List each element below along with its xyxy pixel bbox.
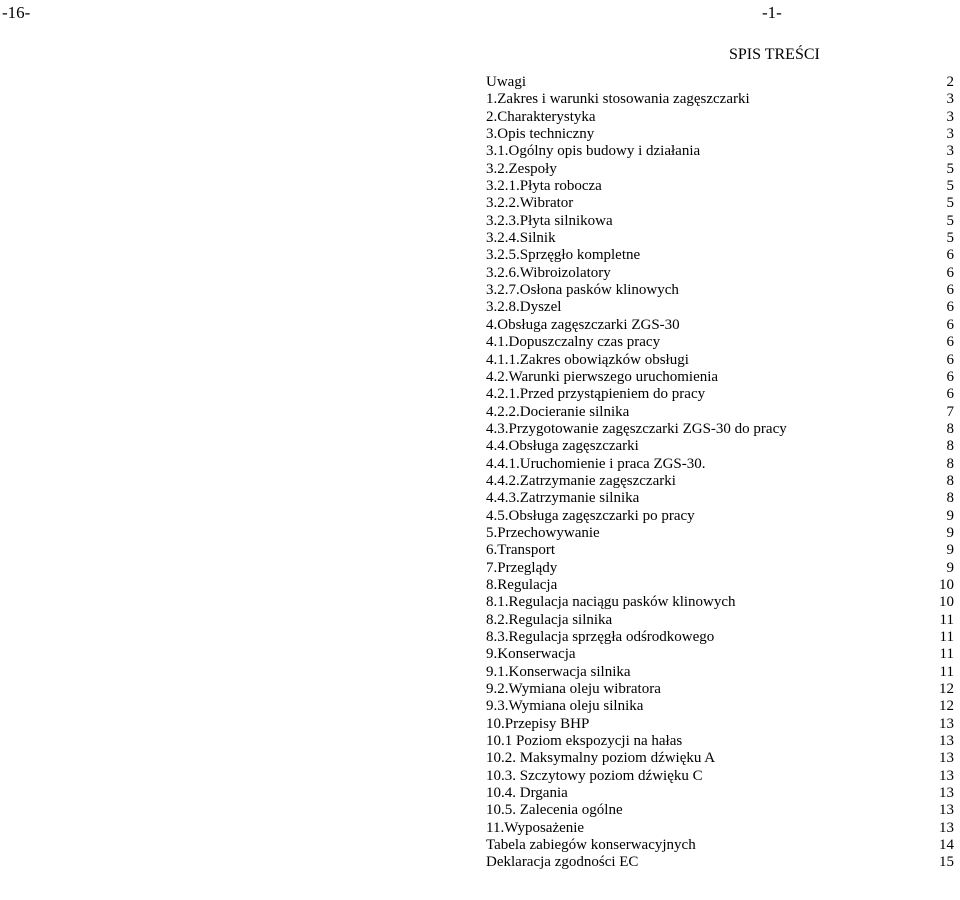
toc-entry-label: 8.3.Regulacja sprzęgła odśrodkowego xyxy=(486,629,715,645)
toc-entry-page-number: 6 xyxy=(946,316,954,333)
toc-entry-page-number: 3 xyxy=(946,108,954,125)
toc-entry-page-number: 12 xyxy=(939,681,954,698)
toc-entry xyxy=(486,733,954,750)
toc-entry-page-number: 8 xyxy=(946,455,954,472)
toc-entry-label: Tabela zabiegów konserwacyjnych xyxy=(486,837,696,854)
toc-entry xyxy=(486,299,954,316)
toc-entry xyxy=(486,802,954,819)
toc-entry-label: 3.2.1.Płyta robocza xyxy=(486,178,602,195)
toc-entry-page-number: 6 xyxy=(946,351,954,368)
toc-entry-page-number: 6 xyxy=(946,386,954,403)
toc-entry xyxy=(486,837,954,854)
toc-entry xyxy=(486,195,954,212)
toc-entry-page-number: 12 xyxy=(939,698,954,715)
toc-entry-label: 3.2.7.Osłona pasków klinowych xyxy=(486,282,679,299)
toc-entry-page-number: 11 xyxy=(939,646,954,663)
toc-entry xyxy=(486,768,954,785)
toc-entry xyxy=(486,456,954,473)
toc-entry xyxy=(486,282,954,299)
toc-entry-page-number: 13 xyxy=(939,750,954,767)
toc-entry-page-number: 6 xyxy=(946,282,954,299)
toc-entry-label: 4.4.3.Zatrzymanie silnika xyxy=(486,490,640,507)
toc-entry-page-number: 5 xyxy=(946,160,954,177)
toc-entry xyxy=(486,213,954,230)
right-page-number: -1- xyxy=(762,3,782,22)
toc-entry-label: 3.2.8.Dyszel xyxy=(486,299,562,316)
toc-entry-page-number: 13 xyxy=(939,733,954,750)
toc-entry-label: 10.1 Poziom ekspozycji na hałas xyxy=(486,733,683,750)
toc-entry-page-number: 13 xyxy=(939,802,954,819)
toc-entry-label: 3.Opis techniczny xyxy=(486,126,595,143)
toc-entry-page-number: 9 xyxy=(946,507,954,524)
toc-entry-page-number: 8 xyxy=(946,438,954,455)
toc-entry-label: 9.Konserwacja xyxy=(486,646,576,663)
toc-entry xyxy=(486,161,954,178)
toc-entry-label: 4.4.Obsługa zagęszczarki xyxy=(486,438,639,455)
toc-entry-page-number: 3 xyxy=(946,143,954,160)
toc-entry-label: 10.4. Drgania xyxy=(486,785,568,802)
toc-entry xyxy=(486,265,954,282)
toc-entry-page-number: 5 xyxy=(946,195,954,212)
toc-entry-page-number: 13 xyxy=(939,767,954,784)
toc-entry-label: 4.2.Warunki pierwszego uruchomienia xyxy=(486,368,719,385)
toc-entry xyxy=(486,542,954,559)
toc-entry-page-number: 10 xyxy=(939,576,954,593)
toc-entry-page-number: 3 xyxy=(946,126,954,143)
toc-entry xyxy=(486,126,954,143)
toc-entry-label: Uwagi xyxy=(486,74,526,90)
toc-entry-label: 4.2.2.Docieranie silnika xyxy=(486,403,630,420)
toc-entry-page-number: 10 xyxy=(939,594,954,611)
toc-entry xyxy=(486,525,954,542)
toc-entry-label: 4.5.Obsługa zagęszczarki po pracy xyxy=(486,507,695,524)
toc-entry-page-number: 8 xyxy=(946,420,954,437)
toc-entry xyxy=(486,352,954,369)
toc-entry-page-number: 6 xyxy=(946,334,954,351)
toc-entry-page-number: 6 xyxy=(946,264,954,281)
toc-entry-label: 6.Transport xyxy=(486,542,556,559)
toc-entry-page-number: 2 xyxy=(946,74,954,90)
toc-entry-label: 2.Charakterystyka xyxy=(486,108,596,125)
toc-entry xyxy=(486,664,954,681)
toc-entry xyxy=(486,560,954,577)
toc-entry xyxy=(486,785,954,802)
toc-entry xyxy=(486,508,954,525)
toc-entry xyxy=(486,178,954,195)
toc-entry-page-number: 3 xyxy=(946,91,954,108)
toc-entry-label: 4.4.1.Uruchomienie i praca ZGS-30. xyxy=(486,455,706,472)
toc-entry xyxy=(486,750,954,767)
toc-entry-page-number: 9 xyxy=(946,559,954,576)
toc-entry xyxy=(486,820,954,837)
toc-entry xyxy=(486,230,954,247)
toc-entry-label: 3.2.3.Płyta silnikowa xyxy=(486,212,613,229)
toc-entry xyxy=(486,317,954,334)
toc-entry-label: Deklaracja zgodności EC xyxy=(486,854,639,871)
toc-entry-label: 10.2. Maksymalny poziom dźwięku A xyxy=(486,750,716,767)
toc-entry-page-number: 8 xyxy=(946,472,954,489)
toc-entry xyxy=(486,473,954,490)
toc-entry xyxy=(486,421,954,438)
toc-entry-label: 4.3.Przygotowanie zagęszczarki ZGS-30 do pracy xyxy=(486,420,787,437)
toc-entry xyxy=(486,490,954,507)
toc-entry-label: 11.Wyposażenie xyxy=(486,819,585,836)
toc-entry-label: 10.3. Szczytowy poziom dźwięku C xyxy=(486,767,703,784)
toc-entry-label: 4.2.1.Przed przystąpieniem do pracy xyxy=(486,386,706,403)
toc-entry-page-number: 6 xyxy=(946,368,954,385)
toc-entry-label: 10.5. Zalecenia ogólne xyxy=(486,802,623,819)
toc-entry xyxy=(486,386,954,403)
toc-entry xyxy=(486,629,954,646)
toc-entry xyxy=(486,716,954,733)
toc-entry-page-number: 8 xyxy=(946,490,954,507)
toc-entry-page-number: 13 xyxy=(939,715,954,732)
toc-entry-label: 3.2.Zespoły xyxy=(486,160,557,177)
toc-entry-label: 4.Obsługa zagęszczarki ZGS-30 xyxy=(486,316,680,333)
toc-entry-label: 9.1.Konserwacja silnika xyxy=(486,663,631,680)
toc-entry-label: 3.1.Ogólny opis budowy i działania xyxy=(486,143,701,160)
toc-entry xyxy=(486,404,954,421)
toc-entry-label: 4.1.1.Zakres obowiązków obsługi xyxy=(486,351,689,368)
toc-entry-page-number: 6 xyxy=(946,247,954,264)
toc-entry-page-number: 15 xyxy=(939,854,954,871)
toc-entry-page-number: 11 xyxy=(939,611,954,628)
toc-title: SPIS TREŚCI xyxy=(729,46,820,63)
toc-entry-page-number: 7 xyxy=(946,403,954,420)
toc-entry xyxy=(486,247,954,264)
toc-entry-page-number: 5 xyxy=(946,212,954,229)
toc-entry-page-number: 5 xyxy=(946,178,954,195)
toc-entry xyxy=(486,698,954,715)
toc-entry-page-number: 11 xyxy=(939,629,954,645)
toc-entry-page-number: 14 xyxy=(939,837,954,854)
toc-entry xyxy=(486,109,954,126)
toc-entry xyxy=(486,74,954,91)
toc-entry xyxy=(486,594,954,611)
toc-entry xyxy=(486,91,954,108)
toc-entry xyxy=(486,577,954,594)
toc-entry xyxy=(486,612,954,629)
left-page-number: -16- xyxy=(2,3,31,22)
toc-entry-page-number: 9 xyxy=(946,524,954,541)
toc-entry-label: 4.1.Dopuszczalny czas pracy xyxy=(486,334,661,351)
toc-entry-page-number: 9 xyxy=(946,542,954,559)
toc-entry-page-number: 11 xyxy=(939,663,954,680)
toc-entry-label: 8.Regulacja xyxy=(486,576,558,593)
toc-entry-label: 5.Przechowywanie xyxy=(486,524,600,541)
toc-entry xyxy=(486,646,954,663)
toc-entry-label: 3.2.6.Wibroizolatory xyxy=(486,264,611,281)
toc-entry-page-number: 13 xyxy=(939,819,954,836)
toc-entry-label: 4.4.2.Zatrzymanie zagęszczarki xyxy=(486,472,676,489)
toc-entry xyxy=(486,143,954,160)
toc-entry-label: 9.2.Wymiana oleju wibratora xyxy=(486,681,661,698)
toc-entry-label: 3.2.4.Silnik xyxy=(486,230,556,247)
toc-entry xyxy=(486,438,954,455)
toc-entry-page-number: 5 xyxy=(946,230,954,247)
toc-entry-label: 9.3.Wymiana oleju silnika xyxy=(486,698,644,715)
toc-entry-label: 8.1.Regulacja naciągu pasków klinowych xyxy=(486,594,736,611)
toc-entry xyxy=(486,369,954,386)
toc-entry-label: 10.Przepisy BHP xyxy=(486,715,590,732)
toc-entry xyxy=(486,854,954,871)
toc-entry-label: 8.2.Regulacja silnika xyxy=(486,611,613,628)
toc-entry xyxy=(486,681,954,698)
table-of-contents xyxy=(486,74,954,872)
toc-entry xyxy=(486,334,954,351)
toc-entry-label: 7.Przeglądy xyxy=(486,559,558,576)
toc-entry-page-number: 6 xyxy=(946,299,954,316)
toc-entry-label: 3.2.2.Wibrator xyxy=(486,195,574,212)
toc-entry-label: 1.Zakres i warunki stosowania zagęszczarki xyxy=(486,91,750,108)
toc-entry-label: 3.2.5.Sprzęgło kompletne xyxy=(486,247,641,264)
toc-entry-page-number: 13 xyxy=(939,785,954,802)
